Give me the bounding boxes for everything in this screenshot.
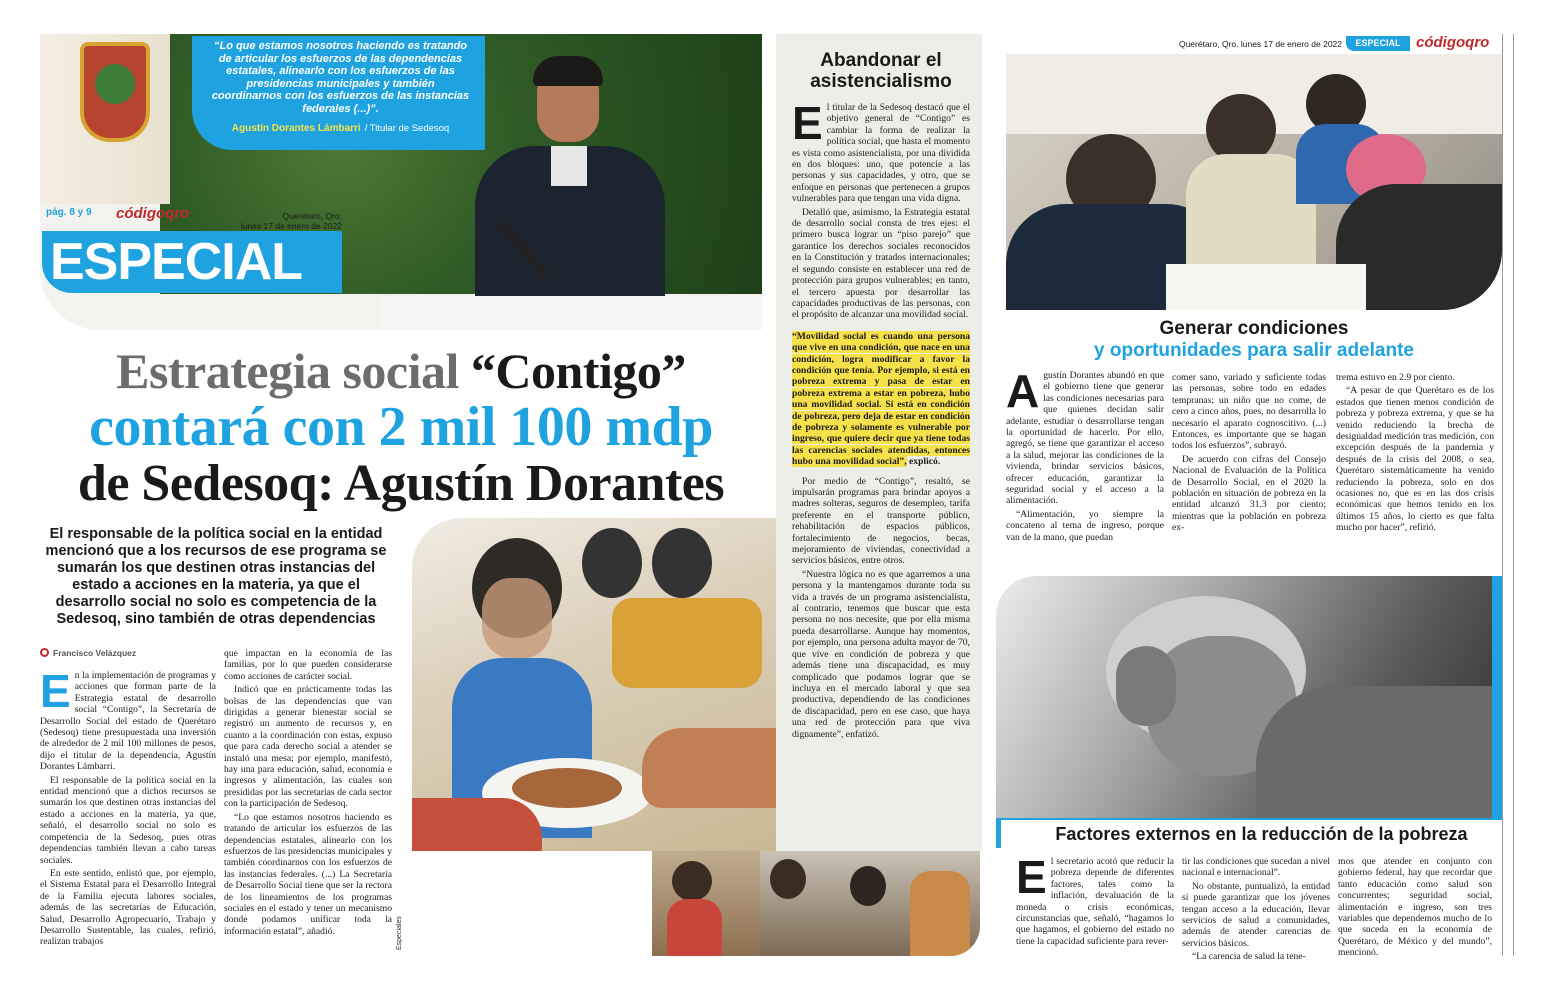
headline — [40, 344, 762, 512]
photo-credit: Especiales — [396, 916, 403, 950]
pullquote-author: Agustín Dorantes Lámbarri — [231, 122, 361, 134]
section2-column-1: El secretario acotó que reducir la pobreza depende de diferentes factores, tales como la inflación, devaluación de la moneda o crisis económicas, circunstancias que, señaló, “hagamos lo que hagamos, el gobierno del estado no tiene la capacidad suficiente para rever- — [1016, 851, 1174, 947]
deck: El responsable de la política social en la entidad mencionó que a los recursos de ese programa se sumarán los que destinen otras instancias del estado a acciones en la materia, ya que el desarrollo social no solo es competencia de la Sedesoq, sino también de otras dependencias — [45, 526, 387, 627]
byline-icon — [40, 648, 49, 657]
section1-column-3: trema estuvo en 2.9 por ciento. “A pesar de que Querétaro es de los estados que tienen menos condición de pobreza y pobreza extrema, y que se ha venido reduciendo la brecha de desigualdad medición tras medición, con excepción después de la pandemia y después de la crisis del 2008, o sea, Querétaro sistemáticamente ha venido reduciendo la pobreza, solo en dos ocasiones no, que es en las dos crisis económicas que hemos tenido en los últimos 15 años, lo cierto es que falta mucho por hacer”, refirió. — [1336, 372, 1494, 534]
headline-line-2: contará con 2 mil 100 mdp — [89, 396, 713, 458]
section1-title-line1: Generar condiciones — [1159, 318, 1349, 339]
body-column-1: En la implementación de programas y acciones que forman parte de la Estrategia estatal de desarrollo social “Contigo”, la Secretaría de Desarrollo Social del estado de Querétaro (Sedesoq) tiene presupuestada una inversión de alrededor de 2 mil 100 millones de pesos, dijo el titular de la dependencia, Agustín Dorantes Lámbarri. El responsable de la política social en la entidad mencionó que a dichos recursos se sumarán los que destinen otras instancias del estado a acciones en la materia, ya que, señaló, el desarrollo social no solo es competencia de la Sedesoq, pues otras dependencias también llevan a cabo tareas sociales. En este sentido, enlistó que, por ejemplo, el Sistema Estatal para el Desarrollo Integral de la Familia ejecuta labores sociales, además de las secretarías de Educación, Salud, Desarrollo Agropecuario, Trabajo y Desarrollo Sustentable, las cuales, refirió, realizan trabajos — [40, 665, 216, 948]
sidebar-body: El titular de la Sedesoq destacó que el objetivo general de “Contigo” es cambiar la forma de realizar la política social, que hasta el momento es vista como asistencialista, por una dividida en dos bloques: uno, que potencie a las personas y sus capacidades, y otro, que se enfoque en personas que pertenecen a grupos vulnerables para que tengan una vida digna. Detalló que, asimismo, la Estrategia estatal de desarrollo social consta de tres ejes: el primero busca lograr un “piso parejo” que garantice los derechos sociales reconocidos en la Constitución y tratados internacionales; el segundo consiste en establecer una red de protección para grupos vulnerables; en tanto, el tercero apuesta por desarrollar las capacidades productivas de las personas, con el propósito de alcanzar una movilidad social. “Movilidad social es cuando una persona que vive en una condición, que nace en una condición, logra modificar a favor la condición que tenía. Por ejemplo, si está en pobreza extrema y pasa de estar en pobreza extrema a estar en pobreza, hubo una movilidad social. Si está en condición de pobreza, pero deja de estar en condición de pobreza y solamente es vulnerable por ingreso, que quiere decir que ya tiene todas las carencias sociales atendidas, entonces hubo una movilidad social”, explicó. Por medio de “Contigo”, resaltó, se impulsarán programas para brindar apoyos a madres solteras, seguros de desempleo, tarifa preferente en el transporte público, rehabilitación de espacios públicos, fortalecimiento de negocios, becas, mejoramiento de viviendas, conectividad a servicios básicos, entre otros. “Nuestra lógica no es que agarremos a una persona y la mantengamos durante toda su vida a través de un programa asistencialista, al contrario, tenemos que buscar que esta persona no nos necesite, que por ella misma pueda desarrollarse. Aunque hay momentos, por ejemplo, una persona adulta mayor de 70, que vive en condición de pobreza y que además tiene una discapacidad, es muy complicado que podamos lograr que se incluya en el mercado laboral y que sea productiva, dependiendo de las condiciones de discapacidad, pero en ese caso, que haya una red de protección para que viva dignamente”, enfatizó. — [792, 97, 970, 740]
headline-line-1: Estrategia social “Contigo” — [116, 343, 686, 399]
body-column-2: que impactan en la economía de las familias, por lo que pueden considerarse como acciones de carácter social. Indicó que en prácticamente todas las bolsas de las dependencias que van dirigidas a generar bienestar social se registró un aumento de recursos y, en cuanto a la coordinación con estas, expuso que para cada derecho social a atender se instaló una mesa; por ejemplo, manifestó, hay una para educación, salud, economía e ingresos y alimentación, las cuales son presididas por las secretarías de cada sector con la participación de Sedesoq. “Lo que estamos nosotros haciendo es tratando de articular los esfuerzos de las dependencias estatales, alinearlo con los esfuerzos de las presidencias municipales y también coordinarnos con los esfuerzos de las instancias federales. (...) La Secretaría de Desarrollo Social tiene que ser la rectora de los lineamientos de los programas sociales en el estado y tener un mecanismo donde podamos unificar toda la información estatal”, añadió. — [224, 648, 392, 937]
right-page — [982, 0, 1553, 989]
section2-column-3: mos que atender en conjunto con gobierno federal, hay que recordar que tanto educación como salud son concurrentes; seguridad social, alimentación e ingreso, son tres variables que dependemos mucho de lo que suceda en la economía de Querétaro, de México y del mundo”, mencionó. — [1338, 856, 1492, 959]
section1-title-line2: y oportunidades para salir adelante — [1094, 340, 1414, 361]
community-photo-1 — [652, 851, 760, 956]
section2-title: Factores externos en la reducción de la pobreza — [996, 818, 1502, 848]
right-logo-codigoqro: códigoqro — [1416, 34, 1490, 51]
section1-title — [1006, 318, 1502, 362]
section-label-especial: ESPECIAL — [42, 231, 342, 293]
right-header-section: ESPECIAL — [1346, 36, 1410, 51]
pullquote-text: “Lo que estamos nosotros haciendo es tratando de articular los esfuerzos de las dependencias estatales, alinearlo con los esfuerzos de las presidencias municipales y también coordinarnos con los esfuerzos de las instancias federales (...)”. — [211, 40, 470, 115]
desk — [380, 296, 762, 330]
dropcap: E — [40, 665, 71, 717]
section1-column-1: Agustín Dorantes abundó en que el gobierno tiene que generar las condiciones necesarias para que quienes decidan salir adelante, estudiar o desarrollarse tengan la oportunidad de hacerlo. Por ello, agregó, se tiene que garantizar el acceso a la salud, mejorar las condiciones de la vivienda, brindar servicios básicos, ofrecer educación, garantizar la seguridad social y el acceso a la alimentación. “Alimentación, yo siempre la concateno al tema de ingreso, porque van de la mano, que puedan — [1006, 365, 1164, 543]
children-photo — [412, 518, 776, 851]
section2-column-2: tir las condiciones que sucedan a nivel nacional e internacional”. No obstante, puntualizó, la entidad sí puede garantizar que los jóvenes tengan acceso a la educación, llevar servicios de salud a comunidades, además de atender carencias de servicios básicos. “La carencia de salud la tene- — [1182, 856, 1330, 963]
section1-dropcap: A — [1006, 365, 1040, 417]
masthead-date: lunes 17 de enero de 2022 — [240, 221, 342, 231]
logo-codigoqro: códigoqro — [116, 205, 190, 222]
sidebar-asistencialismo — [776, 34, 982, 851]
highlighted-quote: “Movilidad social es cuando una persona que vive en una condición, que nace en una condición, logra modificar a favor la condición que tenía. Por ejemplo, si está en pobreza extrema y pasa de estar en pobreza extrema a estar en pobreza, hubo una movilidad social. Si está en condición de pobreza, pero deja de estar en condición de pobreza y solamente es vulnerable por ingreso, que quiere decir que ya tiene todas las carencias sociales atendidas, entonces hubo una movilidad social”, explicó. — [792, 330, 970, 468]
speaker-figure — [465, 62, 665, 302]
sidebar-title: Abandonar el asistencialismo — [810, 50, 952, 92]
masthead — [42, 205, 352, 295]
section1-column-2: comer sano, variado y suficiente todas las personas, sobre todo en edades tempranas; un niño que no come, de cero a cinco años, pues, no desarrolla lo necesario el aparato cognoscitivo. (...) Entonces, es importante que se hagan todos los esfuerzos”, subrayó. De acuerdo con cifras del Consejo Nacional de Evaluación de la Política de Desarrollo Social, en el 2020 la población en situación de pobreza en la entidad alcanzó 31.3 por ciento; mientras que la población en pobreza ex- — [1172, 372, 1326, 534]
photo-frame-accent — [1492, 576, 1502, 818]
headline-line-3: de Sedesoq: Agustín Dorantes — [77, 455, 725, 512]
left-page — [0, 0, 776, 989]
community-photo-2 — [760, 851, 980, 956]
byline: Francisco Velázquez — [40, 648, 215, 658]
right-header-date: Querétaro, Qro. lunes 17 de enero de 2022 — [1178, 39, 1342, 49]
right-edge-bar — [1502, 34, 1514, 956]
section2-dropcap: E — [1016, 851, 1047, 903]
pullquote-box — [192, 36, 485, 150]
sidebar-dropcap: E — [792, 97, 823, 149]
pullquote-role: / Titular de Sedesoq — [364, 122, 450, 134]
page-reference: pág. 8 y 9 — [46, 207, 92, 218]
masthead-location: Querétaro, Qro. — [282, 211, 342, 221]
office-photo — [1006, 54, 1502, 310]
elderly-woman-photo — [996, 576, 1492, 818]
